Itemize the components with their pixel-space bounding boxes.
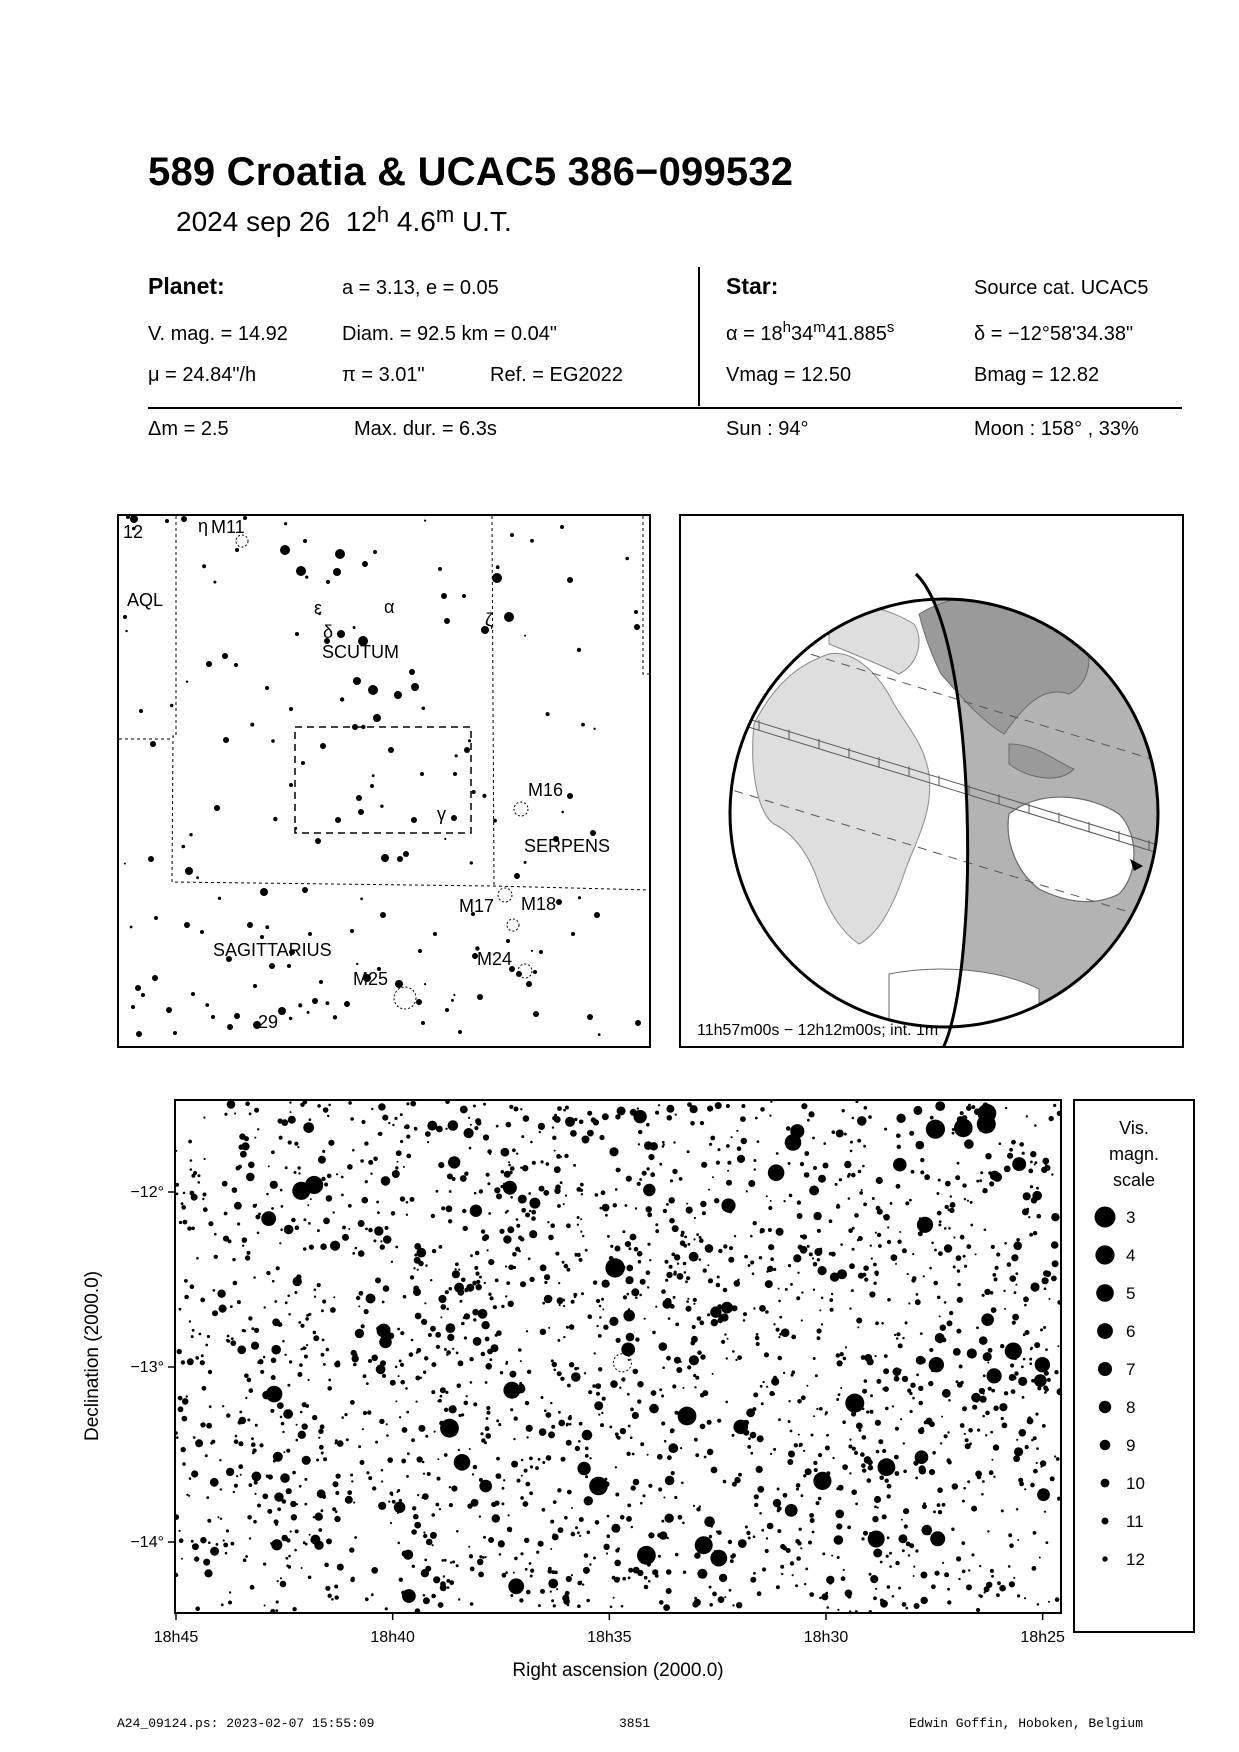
legend-dot: [1097, 1323, 1113, 1339]
footer-author: Edwin Goffin, Hoboken, Belgium: [909, 1716, 1144, 1731]
star-heading: Star:: [726, 273, 779, 299]
event-hour: 12: [345, 206, 377, 237]
label-m25: M25: [353, 969, 389, 989]
event-datetime: [176, 202, 512, 238]
legend-dot: [1098, 1362, 1112, 1376]
planet-parallax: π = 3.01": [342, 364, 425, 386]
table-divider: [698, 267, 700, 406]
label-delta: δ: [323, 622, 334, 642]
legend-dot: [1102, 1556, 1107, 1561]
label-12: 12: [123, 522, 144, 542]
planet-motion: μ = 24.84"/h: [148, 364, 257, 386]
globe-time-caption: 11h57m00s − 12h12m00s; int. 1m: [697, 1022, 939, 1039]
label-gamma: γ: [437, 804, 446, 824]
time-standard: U.T.: [461, 206, 512, 237]
delta-magnitude: Δm = 2.5: [148, 418, 229, 440]
planet-reference: Ref. = EG2022: [490, 364, 623, 386]
label-zeta: ζ: [485, 610, 493, 630]
y-axis-label: Declination (2000.0): [82, 1270, 103, 1442]
legend-magnitude-label: 7: [1126, 1360, 1136, 1379]
sun-elongation: Sun : 94°: [726, 418, 809, 440]
y-tick-label: −12°: [130, 1184, 164, 1201]
label-m17: M17: [459, 896, 495, 916]
legend-title-line1: Vis.: [1119, 1118, 1149, 1138]
planet-orbit: a = 3.13, e = 0.05: [342, 277, 499, 299]
star-right-ascension: $\alpha = 18^h34^m41.885^s$: [726, 319, 895, 345]
label-eta: η: [198, 516, 209, 536]
legend-title-line3: scale: [1112, 1170, 1156, 1190]
legend-magnitude-label: 9: [1126, 1436, 1136, 1455]
label-alpha: α: [384, 597, 395, 617]
y-tick-label: −13°: [130, 1359, 164, 1376]
legend-magnitude-label: 3: [1126, 1208, 1136, 1227]
minute-unit: m: [435, 202, 455, 227]
event-minute: 4.6: [396, 206, 436, 237]
label-epsilon: ε: [314, 598, 323, 618]
label-m18: M18: [521, 894, 557, 914]
planet-heading: Planet:: [148, 273, 225, 299]
finder-frame: [118, 515, 650, 1047]
table-rule: [148, 407, 1182, 409]
star-source-catalog: Source cat. UCAC5: [974, 277, 1149, 299]
label-sagittarius: SAGITTARIUS: [213, 940, 332, 960]
legend-dot: [1100, 1440, 1111, 1451]
legend-title-line2: magn.: [1108, 1144, 1160, 1164]
legend-magnitude-label: 6: [1126, 1322, 1136, 1341]
star-vmag: Vmag = 12.50: [726, 364, 852, 386]
earth-visibility-map: [679, 514, 1184, 1048]
x-tick-label: 18h30: [803, 1629, 849, 1646]
label-aql: AQL: [127, 590, 164, 610]
y-tick-label: −14°: [130, 1534, 164, 1551]
event-date: 2024 sep 26: [176, 206, 331, 237]
y-axis: [130, 1184, 176, 1551]
label-m11: M11: [211, 517, 245, 537]
star-bmag: Bmag = 12.82: [974, 364, 1100, 386]
x-tick-label: 18h25: [1020, 1629, 1065, 1646]
planet-diameter: Diam. = 92.5 km = 0.04": [342, 323, 557, 345]
x-axis: [154, 1612, 1065, 1646]
max-duration: Max. dur. = 6.3s: [354, 418, 497, 440]
legend-dot: [1095, 1207, 1116, 1228]
legend-magnitude-label: 11: [1126, 1512, 1144, 1531]
detail-star-chart: [60, 1090, 1200, 1686]
legend-dot: [1096, 1284, 1114, 1302]
x-tick-label: 18h45: [153, 1629, 199, 1646]
footer-file-info: A24_09124.ps: 2023-02-07 15:55:09: [117, 1716, 375, 1731]
label-29: 29: [258, 1012, 279, 1032]
page-title: 589 Croatia & UCAC5 386−099532: [148, 150, 794, 194]
x-tick-label: 18h40: [370, 1629, 415, 1646]
moon-elongation: Moon : 158° , 33%: [974, 418, 1139, 440]
finder-chart: [117, 514, 651, 1048]
legend-dot: [1099, 1401, 1111, 1413]
legend-magnitude-label: 5: [1126, 1284, 1136, 1303]
label-m24: M24: [477, 949, 513, 969]
planet-vmag: V. mag. = 14.92: [148, 323, 288, 345]
legend-magnitude-label: 8: [1126, 1398, 1136, 1417]
label-m16: M16: [528, 780, 564, 800]
legend-magnitude-label: 12: [1126, 1550, 1145, 1569]
hour-unit: h: [376, 202, 390, 227]
legend-magnitude-label: 10: [1126, 1474, 1145, 1493]
label-scutum: SCUTUM: [322, 642, 399, 662]
footer-page-number: 3851: [619, 1716, 651, 1731]
star-declination: δ = −12°58'34.38": [974, 323, 1134, 345]
legend-magnitude-label: 4: [1126, 1246, 1136, 1265]
legend-dot: [1101, 1479, 1110, 1488]
x-axis-label: Right ascension (2000.0): [512, 1660, 724, 1681]
legend-dot: [1095, 1245, 1114, 1264]
x-tick-label: 18h35: [587, 1629, 632, 1646]
legend-dot: [1102, 1518, 1109, 1525]
label-serpens: SERPENS: [524, 836, 611, 856]
